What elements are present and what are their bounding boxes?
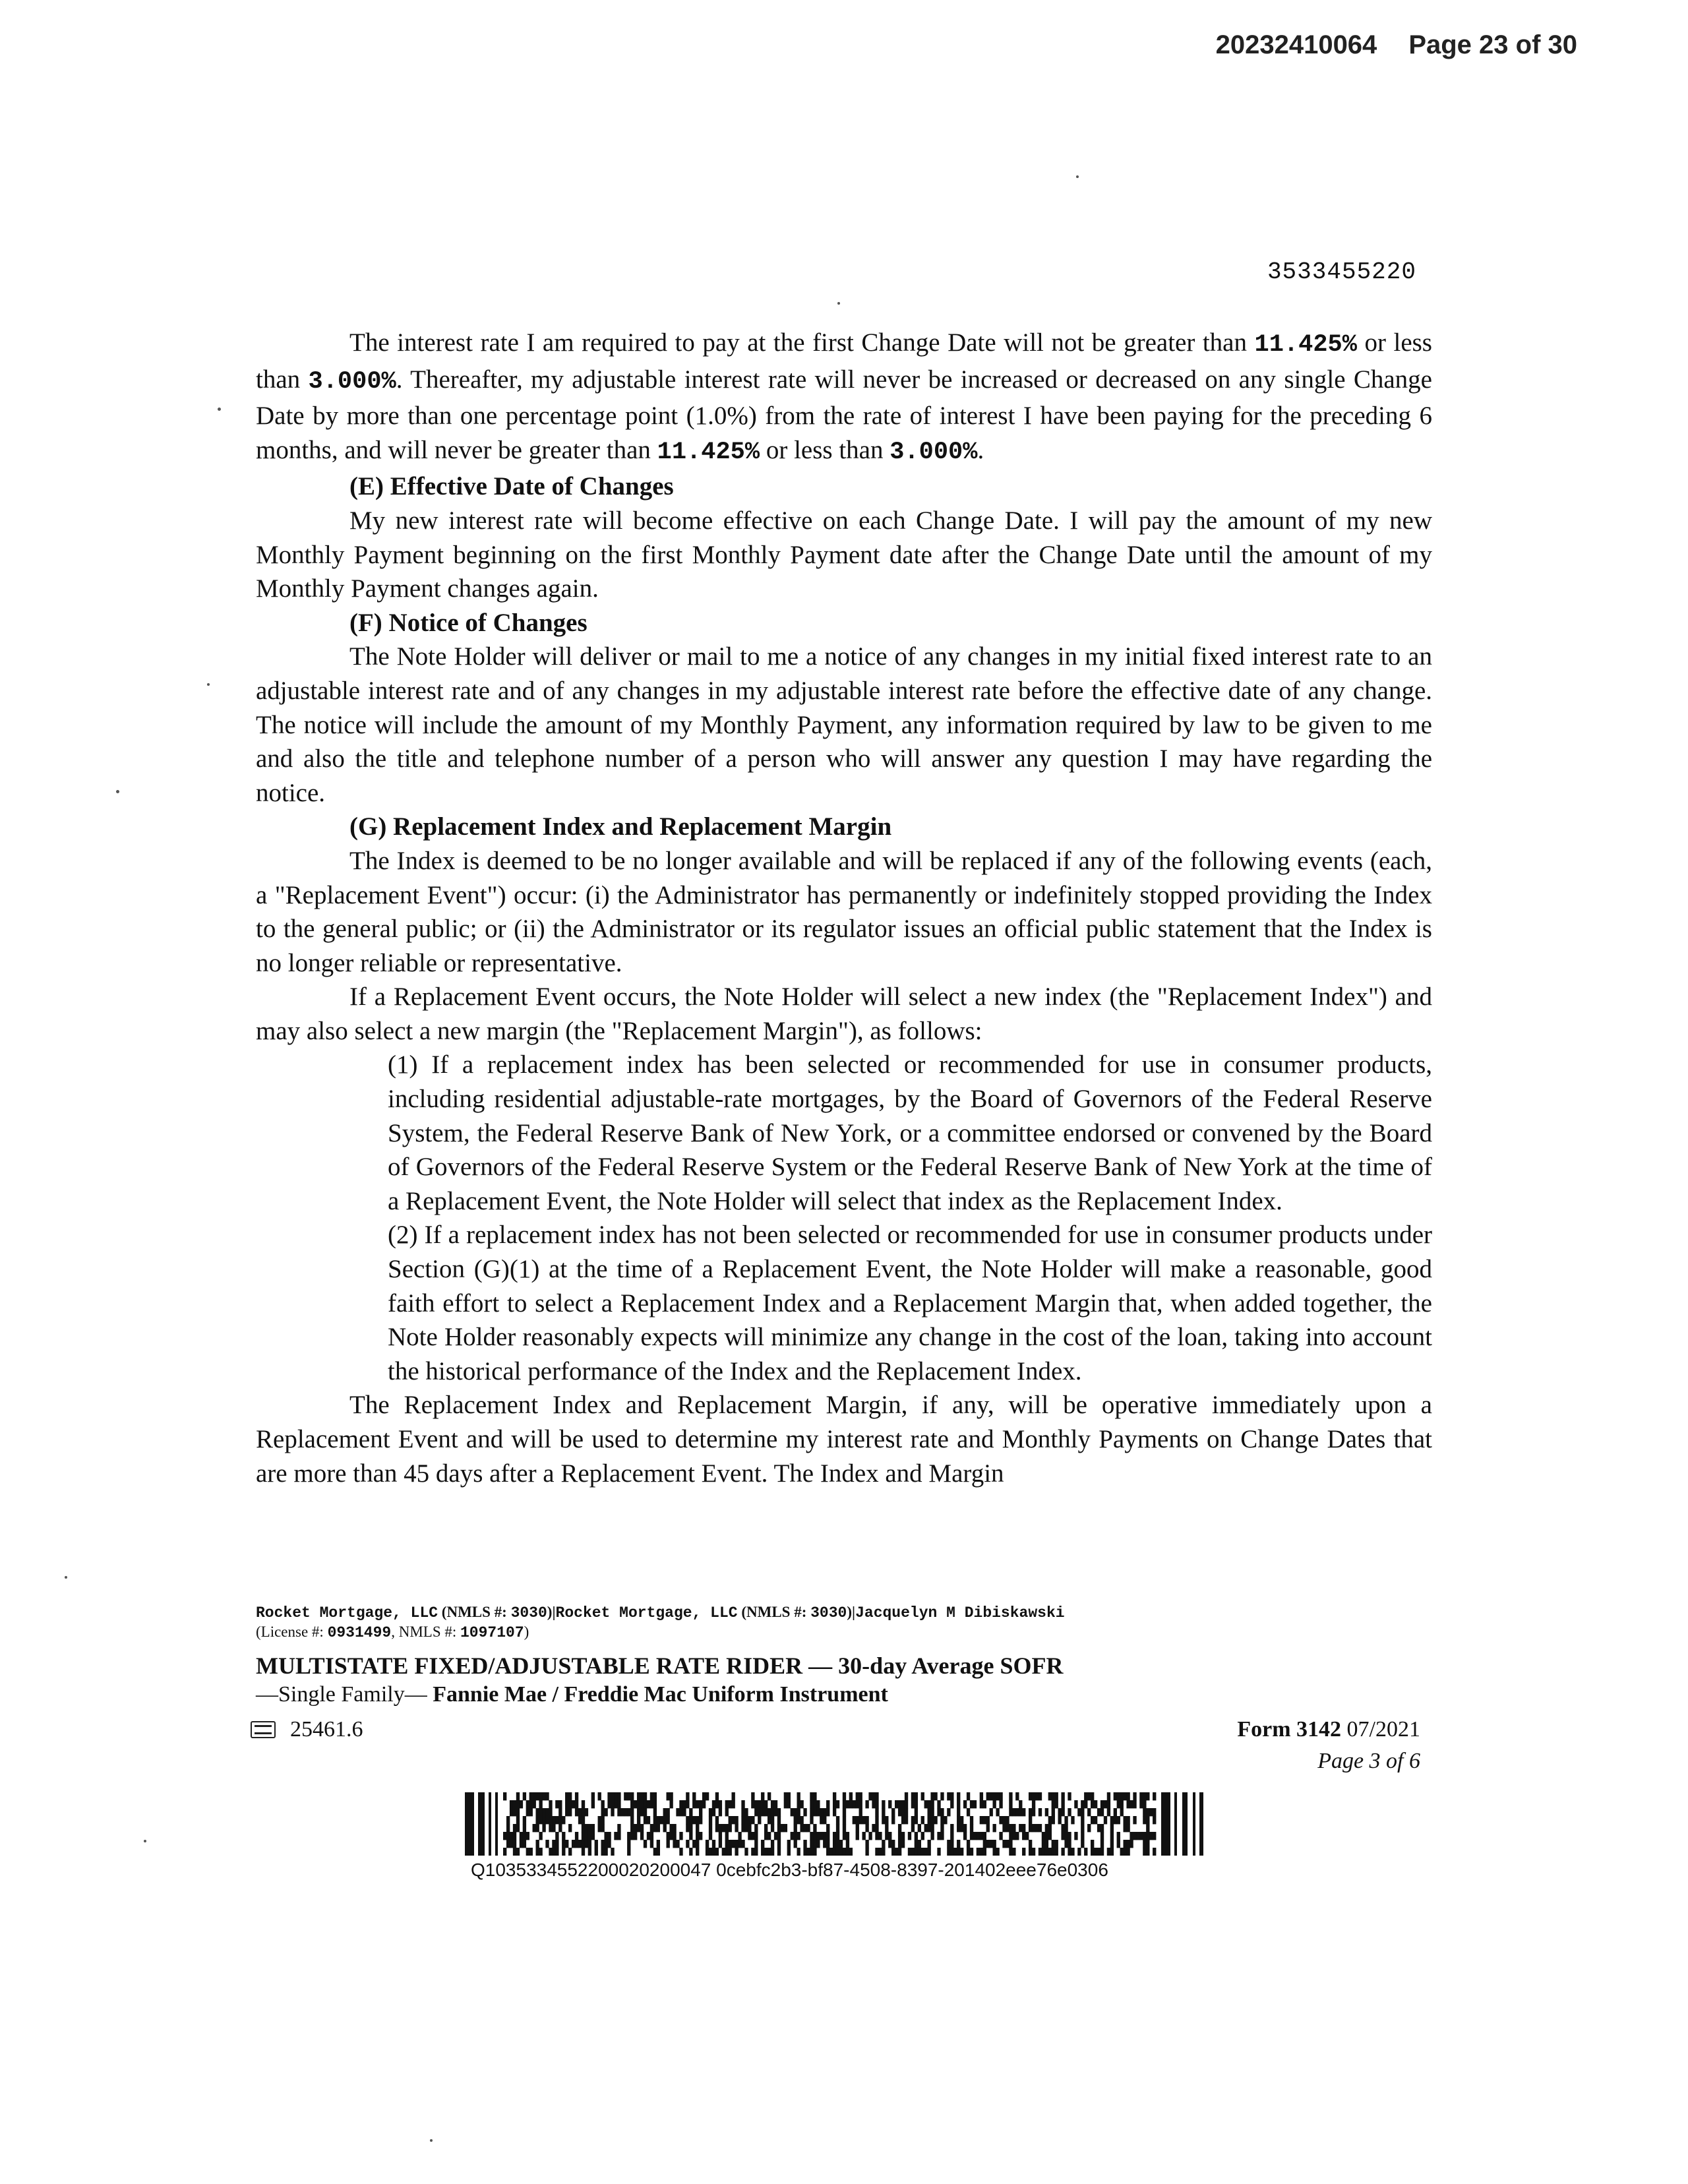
form-subtitle (256, 1682, 888, 1707)
lender-name: Rocket Mortgage, LLC (256, 1604, 438, 1622)
paragraph-replacement-selection: If a Replacement Event occurs, the Note Holder will select a new index (the "Replacement Index") and may also select a new margin (the "Replacement Margin"), as follows: (256, 983, 1432, 1045)
form-number (1237, 1717, 1420, 1742)
recording-header (1216, 30, 1577, 60)
rate-floor: 3.000% (308, 367, 396, 396)
license-close: ) (524, 1623, 529, 1640)
scan-speck (1076, 175, 1079, 178)
recording-number: 20232410064 (1215, 30, 1377, 59)
license-nmls-number: 1097107 (460, 1624, 524, 1641)
page-label: Page 23 of 30 (1408, 30, 1577, 59)
paragraph-rate-limits (256, 326, 1432, 470)
scan-speck (837, 302, 840, 305)
separator: | (852, 1604, 856, 1620)
heading-effective-date: (E) Effective Date of Changes (349, 472, 674, 501)
scan-speck (218, 408, 221, 411)
form-subtitle-family: —Single Family— (256, 1682, 433, 1707)
originator-name: Jacquelyn M Dibiskawski (855, 1604, 1065, 1622)
separator: | (552, 1604, 556, 1620)
nmls-number: 3030 (510, 1604, 547, 1622)
text-run: . (977, 435, 984, 464)
license-nmls-label: , NMLS #: (391, 1623, 460, 1640)
form-title: MULTISTATE FIXED/ADJUSTABLE RATE RIDER — 30-day Average SOFR (256, 1653, 1064, 1679)
nmls-label: (NMLS #: (441, 1604, 511, 1620)
scan-speck (144, 1840, 146, 1842)
rate-floor: 3.000% (889, 438, 978, 466)
doc-code-number: 25461.6 (290, 1717, 363, 1742)
rate-cap: 11.425% (1254, 331, 1357, 359)
paragraph-notice-of-changes: The Note Holder will deliver or mail to me a notice of any changes in my initial fixed interest rate to an adjustable interest rate and of any changes in my adjustable interest rate before the effective date of any change. The notice will include the amount of my Monthly Payment, any information required by law to be given to me and also the title and telephone number of a person who will answer any question I may have regarding the notice. (256, 642, 1432, 807)
ex-form-icon (251, 1721, 276, 1738)
page-of: Page 3 of 6 (1317, 1749, 1420, 1773)
rider-body (256, 326, 1432, 1490)
rate-cap: 11.425% (657, 438, 760, 466)
scan-speck (430, 2139, 433, 2142)
lender-line (256, 1604, 1443, 1622)
form-date: 07/2021 (1341, 1717, 1420, 1742)
replacement-subsections (256, 1048, 1432, 1388)
text-run: The interest rate I am required to pay at the first Change Date will not be greater than (349, 328, 1255, 357)
text-run: or less than (760, 435, 890, 464)
heading-replacement-index: (G) Replacement Index and Replacement Margin (349, 812, 892, 841)
scan-speck (65, 1576, 67, 1579)
nmls-close: ) (847, 1604, 853, 1620)
paragraph-replacement-event: The Index is deemed to be no longer available and will be replaced if any of the following events (each, a "Replacement Event") occur: (i) the Administrator has permanently or indefinitely stopped providing the Index to the general public; or (ii) the Administrator or its regulator issues an official public statement that the Index is no longer reliable or representative. (256, 846, 1432, 977)
doc-code (251, 1717, 363, 1742)
heading-notice-of-changes: (F) Notice of Changes (349, 608, 588, 637)
license-label: (License #: (256, 1623, 328, 1640)
barcode-icon (465, 1792, 1203, 1856)
scan-speck (207, 683, 210, 686)
form-label: Form 3142 (1237, 1717, 1342, 1742)
subsection-2: (2) If a replacement index has not been selected or recommended for use in consumer products under Section (G)(1) at the time of a Replacement Event, the Note Holder will make a reasonable, good faith effort to select a Replacement Index and a Replacement Margin that, when added together, the Note Holder reasonably expects will minimize any change in the cost of the loan, taking into account the historical performance of the Index and the Replacement Index. (388, 1221, 1432, 1385)
subsection-1: (1) If a replacement index has been selected or recommended for use in consumer products, including residential adjustable-rate mortgages, by the Board of Governors of the Federal Reserve System, the Federal Reserve Bank of New York, or a committee endorsed or convened by the Board of Governors of the Federal Reserve System or the Federal Reserve Bank of New York at the time of a Replacement Event, the Note Holder will select that index as the Replacement Index. (388, 1050, 1432, 1215)
scan-speck (116, 790, 119, 793)
nmls-close: ) (547, 1604, 553, 1620)
text-run: . Thereafter, my adjustable interest rate will never be increased or decreased on any single Change Date by more than one percentage point (1.0%) from the rate of interest I have been paying for the preceding 6 months, and will never be greater than (256, 365, 1432, 464)
loan-number: 3533455220 (1267, 258, 1416, 286)
paragraph-effective-date: My new interest rate will become effective on each Change Date. I will pay the amount of my new Monthly Payment beginning on the first Monthly Payment date after the Change Date until the amount of my Monthly Payment changes again. (256, 506, 1432, 603)
barcode-text: Q1035334552200020200047 0cebfc2b3-bf87-4508-8397-201402eee76e0306 (471, 1860, 1108, 1880)
text-run: or less than (256, 328, 1432, 394)
license-line (256, 1623, 529, 1641)
paragraph-replacement-operative: The Replacement Index and Replacement Margin, if any, will be operative immediately upon a Replacement Event and will be used to determine my interest rate and Monthly Payments on Change Dates that are more than 45 days after a Replacement Event. The Index and Margin (256, 1391, 1432, 1488)
nmls-number: 3030 (810, 1604, 847, 1622)
nmls-label: (NMLS #: (741, 1604, 811, 1620)
lender-name: Rocket Mortgage, LLC (555, 1604, 738, 1622)
license-number: 0931499 (327, 1624, 392, 1641)
form-subtitle-instrument: Fannie Mae / Freddie Mac Uniform Instrument (433, 1682, 888, 1707)
